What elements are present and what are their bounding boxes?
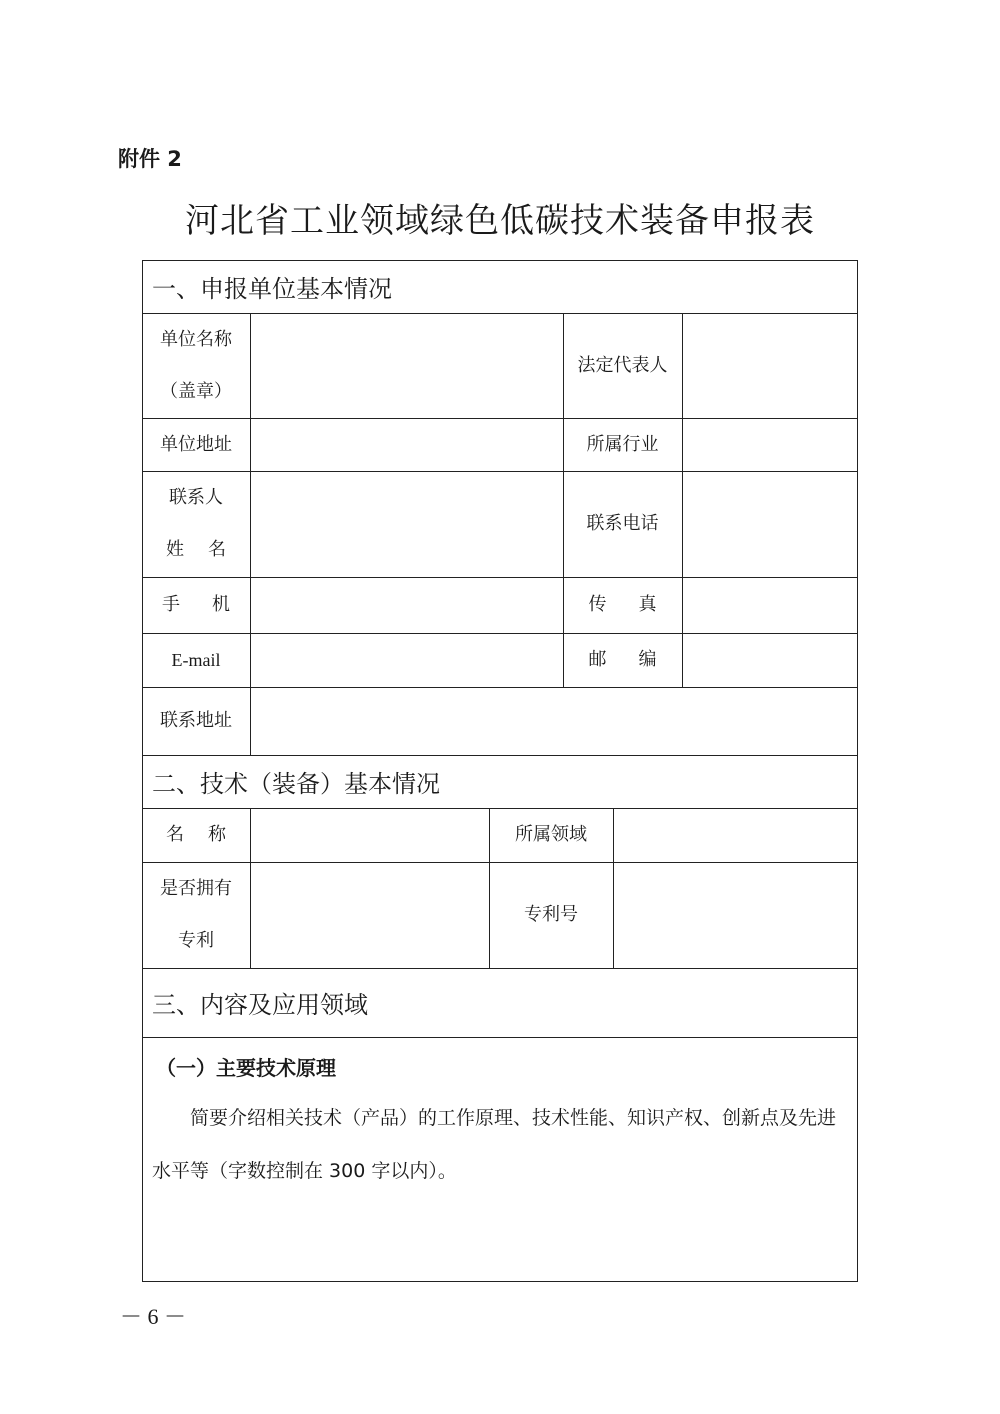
- legal-rep-field[interactable]: [683, 314, 858, 418]
- contact-phone-label: 联系电话: [586, 513, 659, 534]
- mobile-char-2: 机: [212, 594, 230, 615]
- unit-address-field[interactable]: [251, 419, 563, 471]
- instruction-paragraph: 简要介绍相关技术（产品）的工作原理、技术性能、知识产权、创新点及先进水平等（字数控制在 300 字以内）。: [152, 1107, 837, 1182]
- has-patent-label-line2: 专利: [178, 930, 214, 951]
- application-form-table: [142, 260, 858, 1282]
- attachment-label: 附件 2: [118, 147, 182, 171]
- tech-name-char-1: 名: [166, 824, 184, 845]
- principle-text-area[interactable]: [143, 1038, 857, 1281]
- has-patent-label-line1: 是否拥有: [160, 878, 232, 899]
- contact-name-label: [142, 471, 250, 577]
- contact-name-field[interactable]: [251, 472, 563, 577]
- section-heading-2: 二、技术（装备）基本情况: [152, 770, 440, 798]
- contact-name-char-2: 名: [208, 539, 226, 560]
- fax-char-1: 传: [588, 594, 607, 615]
- unit-name-field[interactable]: [251, 314, 563, 418]
- fax-char-2: 真: [638, 594, 657, 615]
- tech-name-field[interactable]: [251, 809, 489, 862]
- tech-name-char-2: 称: [208, 824, 226, 845]
- contact-phone-field[interactable]: [683, 472, 858, 577]
- email-field[interactable]: [251, 634, 563, 687]
- legal-rep-label: 法定代表人: [577, 354, 668, 376]
- contact-name-label-line2: [166, 524, 226, 576]
- postcode-label: [563, 633, 682, 687]
- contact-name-label-line1: 联系人: [169, 487, 223, 508]
- tech-field-field[interactable]: [614, 809, 858, 862]
- mobile-char-1: 手: [162, 594, 180, 615]
- section-heading-3: 三、内容及应用领域: [152, 991, 368, 1019]
- industry-field[interactable]: [683, 419, 858, 471]
- fax-label: [563, 577, 682, 633]
- section-heading-1: 一、申报单位基本情况: [152, 275, 392, 303]
- unit-address-label: 单位地址: [160, 433, 232, 455]
- unit-name-label: [142, 313, 250, 418]
- postcode-char-1: 邮: [588, 649, 607, 670]
- unit-name-label-line1: 单位名称: [160, 328, 232, 350]
- fax-field[interactable]: [683, 578, 858, 633]
- postcode-char-2: 编: [638, 649, 657, 670]
- tech-field-label: 所属领域: [515, 824, 587, 845]
- postcode-field[interactable]: [683, 634, 858, 687]
- mobile-field[interactable]: [251, 578, 563, 633]
- mail-address-field[interactable]: [251, 688, 858, 755]
- mail-address-label: 联系地址: [160, 710, 232, 731]
- unit-name-label-line2: （盖章）: [160, 380, 232, 402]
- mobile-label: [142, 577, 250, 633]
- contact-name-char-1: 姓: [166, 539, 184, 560]
- patent-number-field[interactable]: [614, 863, 858, 968]
- has-patent-field[interactable]: [251, 863, 489, 968]
- industry-label: 所属行业: [586, 433, 659, 455]
- patent-number-label: 专利号: [524, 904, 578, 925]
- has-patent-label: [142, 862, 250, 968]
- page-number: － 6 －: [120, 1304, 187, 1329]
- email-label: E-mail: [171, 650, 221, 670]
- subsection-heading: （一）主要技术原理: [156, 1056, 336, 1080]
- tech-name-label: [142, 808, 250, 862]
- form-title: 河北省工业领域绿色低碳技术装备申报表: [185, 201, 815, 241]
